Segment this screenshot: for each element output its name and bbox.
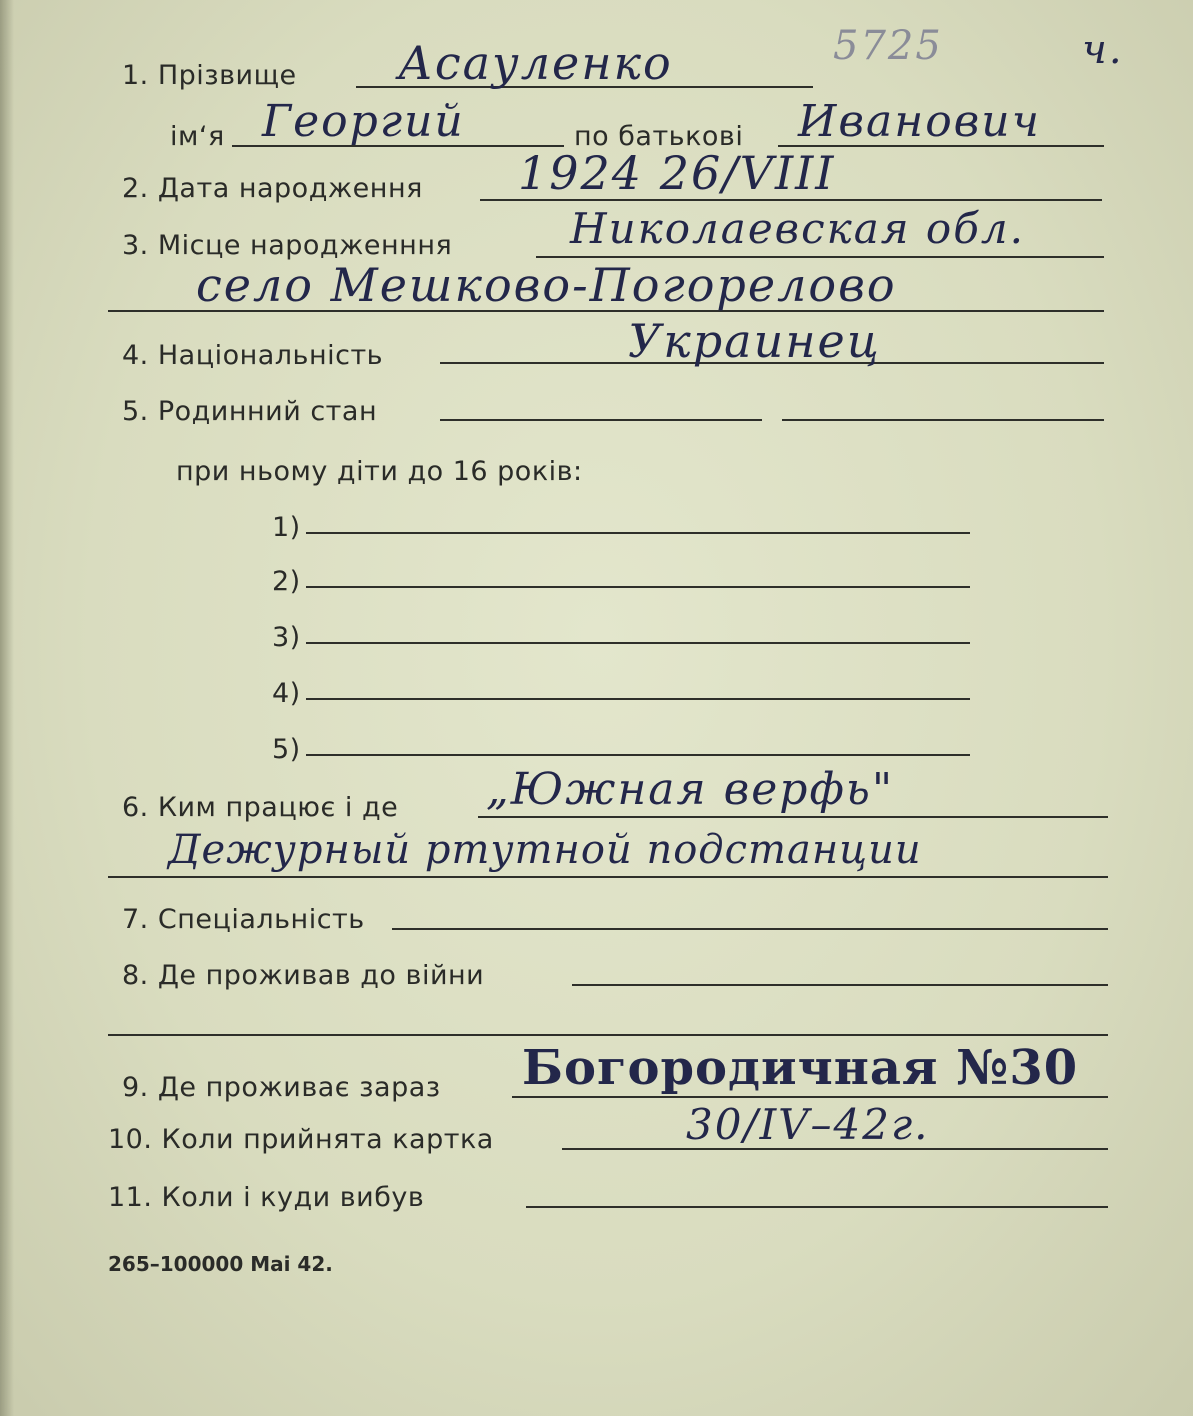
workplace-handwritten-1: „Южная верфь" (486, 764, 895, 815)
field-children-label: при ньому діти до 16 років: (176, 456, 583, 487)
marital-status-line-2 (782, 419, 1104, 421)
field-nationality-label: 4. Національність (122, 340, 384, 371)
child-row-2-label: 2) (272, 566, 301, 597)
birth-date-handwritten: 1924 26/VIII (518, 146, 836, 200)
field-card-accepted-label: 10. Коли прийнята картка (108, 1124, 494, 1155)
prewar-residence-line-2 (108, 1034, 1108, 1036)
field-current-residence-label: 9. Де проживає зараз (122, 1072, 441, 1103)
birth-place-handwritten-1: Николаевская обл. (570, 204, 1025, 253)
workplace-line-2 (108, 876, 1108, 878)
child-row-1-line (306, 532, 970, 534)
field-birth-place-label: 3. Місце народженння (122, 230, 453, 261)
field-workplace-label: 6. Ким працює і де (122, 792, 399, 823)
child-row-5-line (306, 754, 970, 756)
child-row-4-label: 4) (272, 678, 301, 709)
child-row-1-label: 1) (272, 512, 301, 543)
child-row-4-line (306, 698, 970, 700)
print-code-footer: 265–100000 Mai 42. (108, 1252, 333, 1276)
nationality-handwritten: Украинец (628, 314, 881, 368)
field-birth-date-label: 2. Дата народження (122, 173, 423, 204)
field-marital-status-label: 5. Родинний стан (122, 396, 378, 427)
specialty-line (392, 928, 1108, 930)
birth-place-handwritten-2: село Мешково-Погорелово (196, 258, 897, 312)
workplace-line (478, 816, 1108, 818)
current-residence-handwritten: Богородичная №30 (522, 1040, 1079, 1096)
card-accepted-handwritten: 30/IV–42г. (686, 1100, 930, 1149)
card-number-handwritten: 5725 (833, 23, 943, 69)
prewar-residence-line (572, 984, 1108, 986)
field-specialty-label: 7. Спеціальність (122, 904, 365, 935)
corner-mark-handwritten: ч. (1082, 27, 1124, 73)
surname-handwritten: Асауленко (398, 36, 673, 90)
child-row-3-label: 3) (272, 622, 301, 653)
card-edge-shadow (0, 0, 14, 1416)
field-first-name-label: ім‘я (170, 121, 225, 152)
marital-status-line-1 (440, 419, 762, 421)
child-row-2-line (306, 586, 970, 588)
field-surname-label: 1. Прізвище (122, 60, 297, 91)
patronymic-handwritten: Иванович (798, 96, 1042, 147)
first-name-handwritten: Георгий (262, 96, 465, 147)
field-patronymic-label: по батькові (574, 121, 744, 152)
workplace-handwritten-2: Дежурный ртутной подстанции (168, 827, 922, 873)
field-prewar-residence-label: 8. Де проживав до війни (122, 960, 485, 991)
child-row-3-line (306, 642, 970, 644)
child-row-5-label: 5) (272, 734, 301, 765)
current-residence-line (512, 1096, 1108, 1098)
departed-line (526, 1206, 1108, 1208)
field-departed-label: 11. Коли і куди вибув (108, 1182, 425, 1213)
